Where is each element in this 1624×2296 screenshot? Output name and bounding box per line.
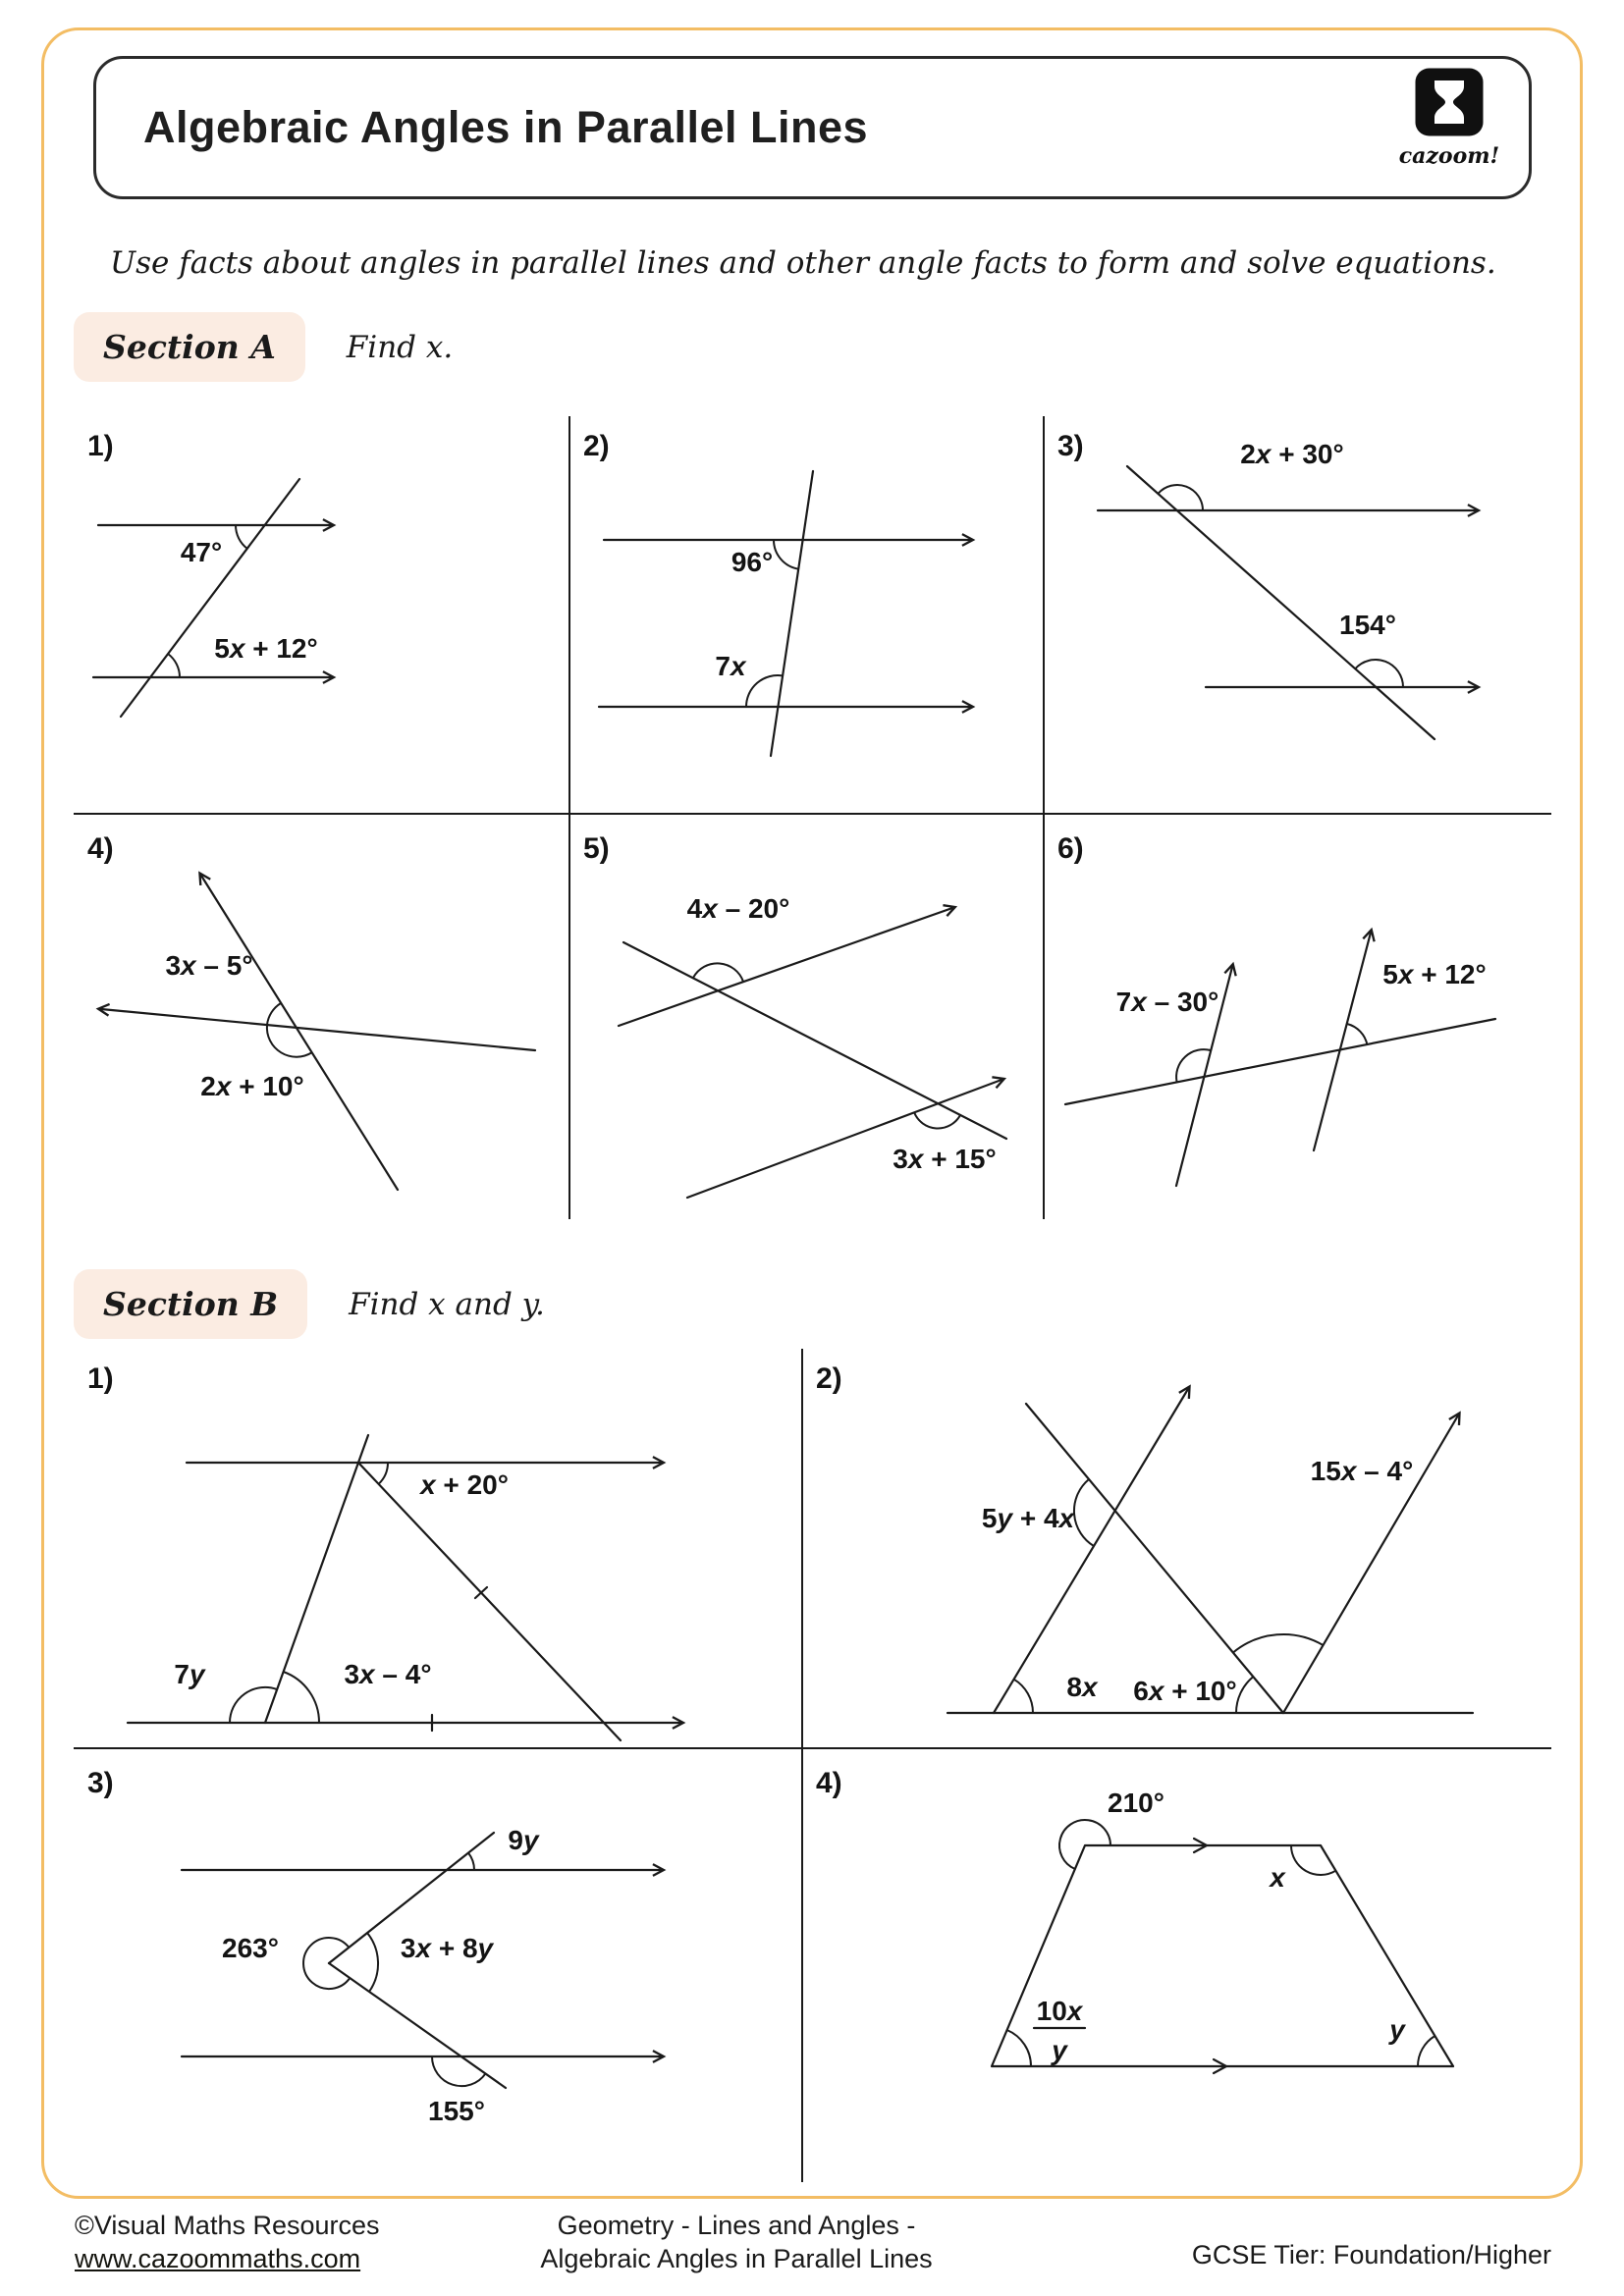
logo-wordmark: cazoom! <box>1398 143 1500 169</box>
angle-arc <box>432 2056 486 2086</box>
angle-arc <box>468 1853 474 1870</box>
angle-arc <box>379 1463 388 1484</box>
header <box>93 56 1532 199</box>
angle-arc <box>1233 1634 1324 1653</box>
angle-label: 9y <box>508 1825 539 1855</box>
angle-arc <box>774 540 799 569</box>
section-a-pill: Section A <box>74 312 305 382</box>
footer-center <box>442 2209 1031 2275</box>
angle-arc <box>1014 1680 1033 1713</box>
problem-number: 1) <box>87 430 114 462</box>
angle-arc <box>236 525 247 549</box>
reflex-angle-arc <box>303 1938 350 1989</box>
diagram-b4 <box>802 1749 1551 2187</box>
ray-line <box>994 1389 1188 1713</box>
diagram-a6 <box>1044 815 1551 1222</box>
problem-number: 5) <box>583 832 610 865</box>
angle-label: 7y <box>174 1659 205 1689</box>
angle-arc <box>746 675 783 707</box>
triangle-side <box>358 1463 621 1740</box>
angle-arc <box>693 963 743 982</box>
parallel-line <box>687 1080 1001 1198</box>
angle-arc <box>1074 1479 1094 1546</box>
footer-tier: GCSE Tier: Foundation/Higher <box>1191 2240 1551 2269</box>
angle-label: x + 20° <box>420 1469 509 1500</box>
angle-label: 2x + 10° <box>200 1071 304 1101</box>
angle-label: 6x + 10° <box>1133 1676 1237 1706</box>
page-title: Algebraic Angles in Parallel Lines <box>143 102 869 152</box>
angle-label: x <box>1270 1862 1285 1893</box>
parallel-line <box>1314 933 1371 1150</box>
angle-label: 2x + 30° <box>1240 439 1344 469</box>
brand-logo <box>1395 67 1503 169</box>
problem-number: 2) <box>583 430 610 462</box>
angle-label: 15x – 4° <box>1310 1456 1414 1486</box>
angle-arc <box>914 1112 960 1128</box>
angle-label: 4x – 20° <box>686 893 790 924</box>
transversal-line <box>121 479 299 717</box>
angle-arc <box>168 654 180 677</box>
parallel-line <box>619 908 952 1026</box>
copyright-text: ©Visual Maths Resources <box>75 2211 380 2240</box>
angle-label: 3x + 15° <box>893 1144 997 1174</box>
angle-label: 155° <box>428 2096 485 2126</box>
fraction-numerator: 10x <box>1036 1996 1083 2026</box>
angle-label: 154° <box>1339 610 1396 640</box>
fraction-denominator: y <box>1052 2035 1067 2065</box>
diagram-a5 <box>569 815 1044 1222</box>
problem-number: 4) <box>87 832 114 865</box>
transversal-line <box>1065 1019 1495 1104</box>
problem-number: 6) <box>1057 832 1084 865</box>
footer-topic-line2: Algebraic Angles in Parallel Lines <box>540 2244 933 2273</box>
section-a-instruction: Find x. <box>346 329 454 365</box>
cazoom-drum-icon <box>1414 67 1485 137</box>
crossing-line <box>201 876 398 1190</box>
angle-label: 3x – 5° <box>165 950 253 981</box>
footer-left <box>75 2209 380 2275</box>
angle-label: 96° <box>731 547 774 577</box>
diagram-b1 <box>74 1345 802 1749</box>
angle-arc <box>267 1003 281 1025</box>
transversal-line <box>623 942 1006 1139</box>
problem-number: 2) <box>816 1362 842 1395</box>
diagram-a2 <box>569 412 1044 815</box>
angle-label: 7x – 30° <box>1115 987 1219 1017</box>
angle-arc <box>1007 2030 1031 2066</box>
angle-arc <box>1355 660 1403 687</box>
section-b-pill: Section B <box>74 1269 307 1339</box>
angle-label: 5x + 12° <box>1382 959 1487 989</box>
diagram-a3 <box>1044 412 1551 815</box>
transversal-line <box>1127 466 1435 739</box>
problem-number: 4) <box>816 1767 842 1799</box>
problem-number: 1) <box>87 1362 114 1395</box>
trapezium-outline <box>992 1845 1453 2066</box>
website-link[interactable]: www.cazoommaths.com <box>75 2244 361 2273</box>
angle-label: 8x <box>1066 1672 1098 1702</box>
diagram-b3 <box>74 1749 802 2187</box>
angle-label: 5y + 4x <box>981 1503 1075 1533</box>
angle-label: 210° <box>1108 1788 1164 1818</box>
angle-arc <box>1159 485 1204 510</box>
angle-label: 47° <box>180 537 223 567</box>
angle-label: 5x + 12° <box>214 633 318 664</box>
angle-label: 7x <box>715 651 746 681</box>
angle-arc <box>1418 2036 1435 2066</box>
angle-arc <box>284 1672 320 1723</box>
angle-label: 263° <box>222 1933 279 1963</box>
ray-line <box>1026 1404 1283 1713</box>
footer-topic-line1: Geometry - Lines and Angles - <box>557 2211 916 2240</box>
diagram-a4 <box>74 815 569 1222</box>
section-b-heading <box>74 1269 545 1339</box>
crossing-line <box>101 1009 535 1050</box>
zigzag-segment <box>329 1963 506 2088</box>
diagram-a1 <box>74 412 569 815</box>
angle-label: y <box>1389 2014 1405 2045</box>
problem-number: 3) <box>87 1767 114 1799</box>
angle-arc <box>1236 1677 1253 1713</box>
angle-arc <box>367 1933 378 1992</box>
angle-arc <box>1347 1024 1368 1045</box>
angle-arc <box>230 1687 277 1723</box>
section-a-heading <box>74 312 453 382</box>
transversal-line <box>771 471 813 756</box>
diagram-b2 <box>802 1345 1551 1749</box>
angle-label: 3x – 4° <box>344 1659 432 1689</box>
section-b-instruction: Find x and y. <box>349 1286 545 1322</box>
angle-label: 3x + 8y <box>400 1933 494 1963</box>
worksheet-instruction: Use facts about angles in parallel lines and other angle facts to form and solve equations. <box>110 245 1496 281</box>
problem-number: 3) <box>1057 430 1084 462</box>
